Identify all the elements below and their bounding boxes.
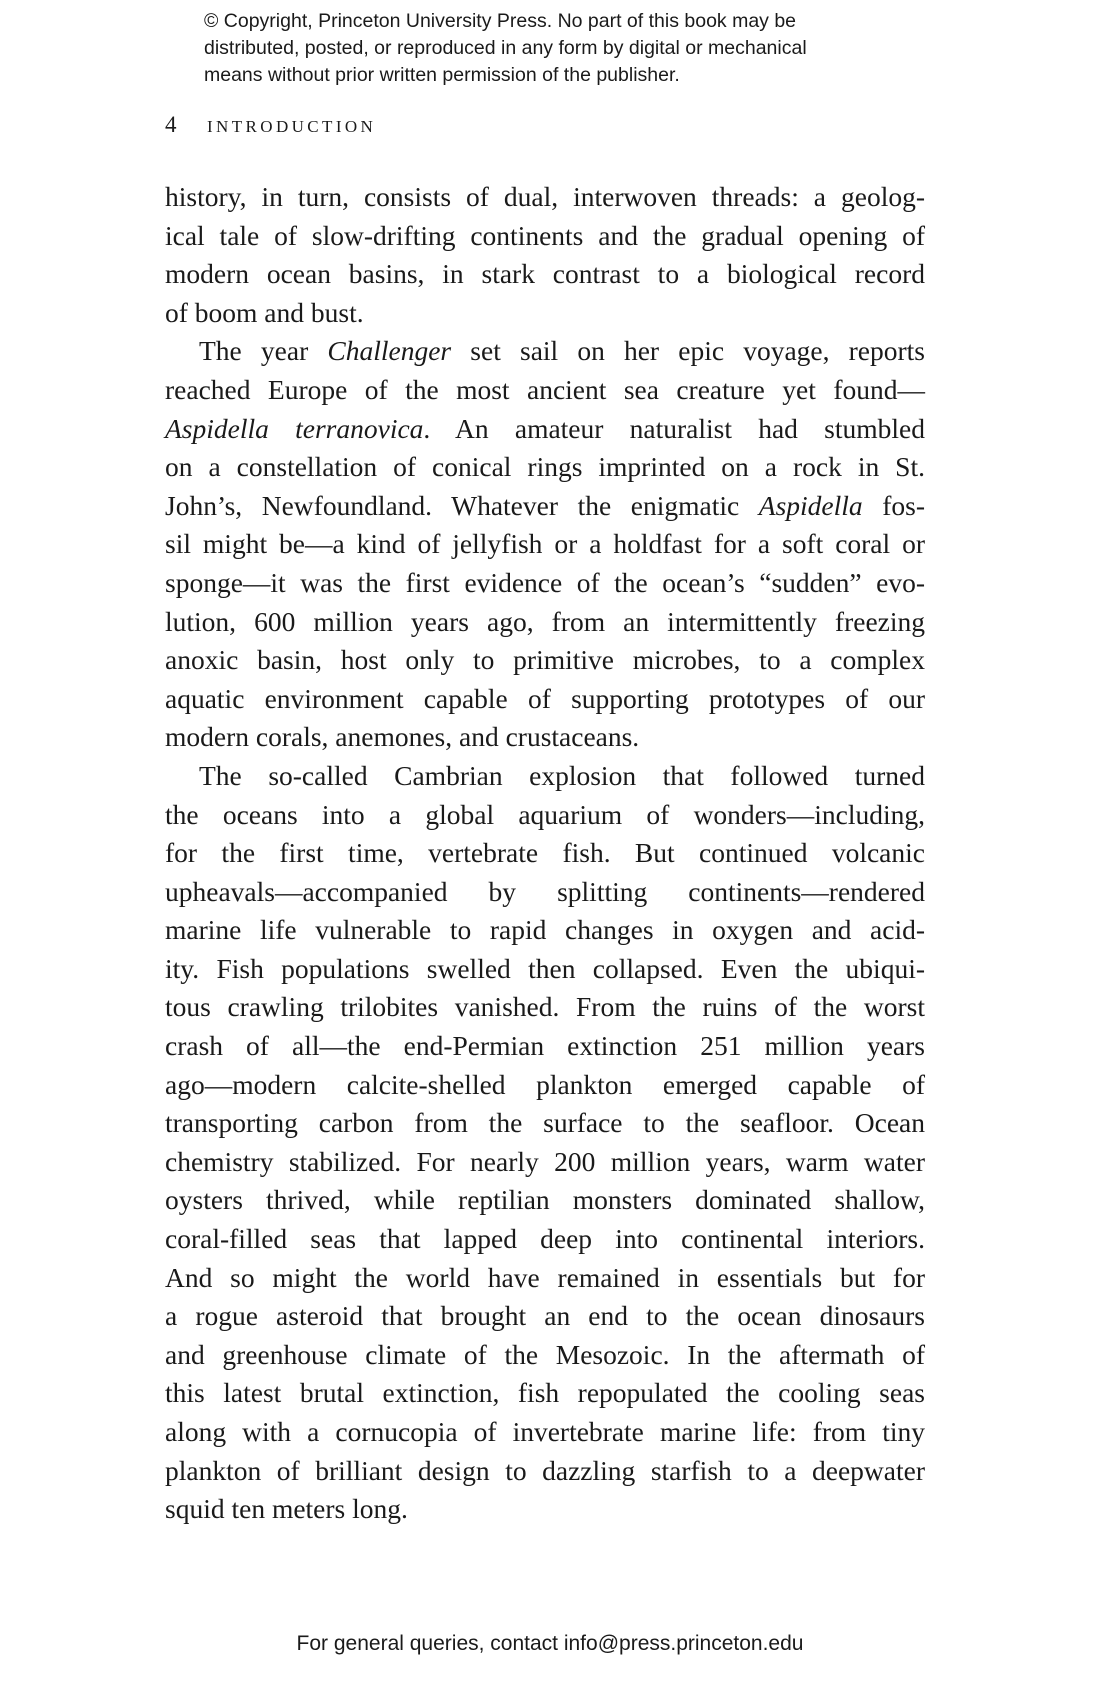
italic-text: Challenger	[327, 335, 452, 367]
text-line	[165, 641, 925, 680]
text-run: sponge—it was the first evidence of the ocean’s “sudden” evo-	[165, 566, 925, 598]
copyright-line: means without prior written permission of the publisher.	[204, 64, 680, 86]
text-run: The so-called Cambrian explosion that followed turned	[199, 759, 925, 791]
text-line	[165, 796, 925, 835]
text-run: modern corals, anemones, and crustaceans.	[165, 721, 640, 753]
copyright-line: distributed, posted, or reproduced in any form by digital or mechanical	[204, 37, 807, 59]
text-run: upheavals—accompanied by splitting continents—rendered	[165, 875, 925, 907]
text-run: crash of all—the end-Permian extinction 251 million years	[165, 1030, 925, 1062]
paragraph	[165, 757, 925, 1529]
text-run: a rogue asteroid that brought an end to the ocean dinosaurs	[165, 1300, 925, 1332]
text-run: coral-filled seas that lapped deep into continental interiors.	[165, 1223, 925, 1255]
text-line	[165, 1104, 925, 1143]
text-line	[165, 950, 925, 989]
section-title: INTRODUCTION	[207, 117, 377, 136]
text-line	[165, 1143, 925, 1182]
text-line	[165, 410, 925, 449]
text-run: ity. Fish populations swelled then collapsed. Even the ubiqui-	[165, 952, 925, 984]
text-line	[165, 255, 925, 294]
text-line	[165, 757, 925, 796]
italic-text: Aspidella	[758, 489, 863, 521]
text-line	[165, 1336, 925, 1375]
copyright-line: © Copyright, Princeton University Press. No part of this book may be	[204, 10, 797, 32]
text-run: modern ocean basins, in stark contrast to a biological record	[165, 258, 925, 290]
page-number: 4	[165, 112, 177, 137]
text-line	[165, 564, 925, 603]
text-run: And so might the world have remained in essentials but for	[165, 1261, 925, 1293]
text-line	[165, 873, 925, 912]
text-run: ical tale of slow-drifting continents and the gradual opening of	[165, 219, 925, 251]
text-run: anoxic basin, host only to primitive microbes, to a complex	[165, 644, 925, 676]
paragraph	[165, 332, 925, 757]
text-run: ago—modern calcite-shelled plankton emerged capable of	[165, 1068, 925, 1100]
text-run: this latest brutal extinction, fish repopulated the cooling seas	[165, 1377, 925, 1409]
text-line	[165, 680, 925, 719]
text-line	[165, 217, 925, 256]
text-run: lution, 600 million years ago, from an intermittently freezing	[165, 605, 925, 637]
text-run: and greenhouse climate of the Mesozoic. In the aftermath of	[165, 1338, 925, 1370]
text-run: reached Europe of the most ancient sea creature yet found—	[165, 373, 925, 405]
copyright-notice	[204, 8, 924, 89]
running-head	[165, 112, 376, 138]
text-line	[165, 603, 925, 642]
footer-contact[interactable]: For general queries, contact info@press.princeton.edu	[296, 1632, 804, 1655]
text-line	[165, 1259, 925, 1298]
italic-text: Aspidella terranovica	[165, 412, 424, 444]
text-run: transporting carbon from the surface to the seafloor. Ocean	[165, 1107, 925, 1139]
text-line	[165, 1066, 925, 1105]
text-line	[165, 1490, 925, 1529]
text-line	[165, 1027, 925, 1066]
text-line	[165, 988, 925, 1027]
text-run: plankton of brilliant design to dazzling starfish to a deepwater	[165, 1454, 925, 1486]
text-line	[165, 1413, 925, 1452]
text-line	[165, 487, 925, 526]
text-run: John’s, Newfoundland. Whatever the enigmatic	[165, 489, 759, 521]
text-run: along with a cornucopia of invertebrate marine life: from tiny	[165, 1416, 925, 1447]
text-run: on a constellation of conical rings imprinted on a rock in St.	[165, 451, 925, 483]
text-line	[165, 911, 925, 950]
text-line	[165, 178, 925, 217]
text-run: for the first time, vertebrate fish. But continued volcanic	[165, 837, 925, 869]
text-run: sil might be—a kind of jellyfish or a holdfast for a soft coral or	[165, 528, 925, 560]
text-line	[165, 525, 925, 564]
text-run: . An amateur naturalist had stumbled	[423, 412, 925, 444]
text-line	[165, 834, 925, 873]
text-run: oysters thrived, while reptilian monsters dominated shallow,	[165, 1184, 925, 1216]
text-run: the oceans into a global aquarium of wonders—including,	[165, 798, 925, 830]
text-line	[165, 1220, 925, 1259]
text-line	[165, 1297, 925, 1336]
text-run: aquatic environment capable of supporting prototypes of our	[165, 682, 925, 714]
text-run: history, in turn, consists of dual, interwoven threads: a geolog-	[165, 181, 925, 212]
body-text	[165, 178, 925, 1529]
text-line	[165, 1374, 925, 1413]
text-line	[165, 1452, 925, 1491]
text-run: fos-	[862, 489, 925, 521]
text-run: marine life vulnerable to rapid changes in oxygen and acid-	[165, 914, 925, 946]
text-run: tous crawling trilobites vanished. From the ruins of the worst	[165, 991, 925, 1023]
text-run: of boom and bust.	[165, 296, 364, 328]
text-run: set sail on her epic voyage, reports	[451, 335, 926, 367]
text-run: The year	[199, 335, 328, 367]
text-line	[165, 1181, 925, 1220]
text-run: squid ten meters long.	[165, 1493, 408, 1525]
text-line	[165, 332, 925, 371]
text-run: chemistry stabilized. For nearly 200 million years, warm water	[165, 1145, 925, 1177]
text-line	[165, 294, 925, 333]
text-line	[165, 448, 925, 487]
text-line	[165, 718, 925, 757]
paragraph	[165, 178, 925, 332]
text-line	[165, 371, 925, 410]
